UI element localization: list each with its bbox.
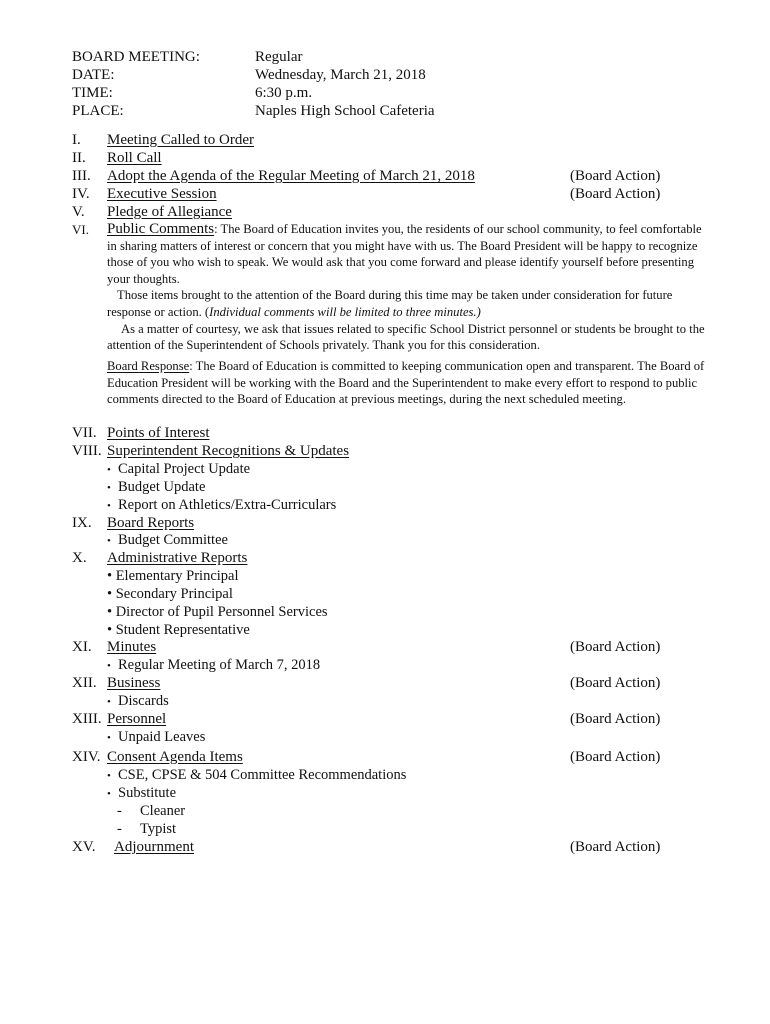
agenda-item-title: Public Comments	[107, 221, 215, 237]
agenda-item-number: XIV.	[72, 749, 101, 765]
agenda-item-11	[0, 638, 770, 656]
agenda-item-title: Administrative Reports	[107, 550, 248, 566]
agenda-item-12	[0, 674, 770, 692]
agenda-item-title: Consent Agenda Items	[107, 749, 243, 765]
agenda-item-number: X.	[72, 550, 87, 566]
board-response-label: Board Response	[107, 359, 190, 373]
agenda-item-15	[0, 838, 770, 856]
agenda-item-title: Adopt the Agenda of the Regular Meeting of March 21, 2018	[107, 168, 475, 184]
agenda-item-number: V.	[72, 204, 85, 220]
agenda-item-number: VI.	[72, 222, 89, 237]
agenda-item-number: IX.	[72, 515, 92, 531]
list-item: • Budget Update	[107, 479, 206, 495]
place-label: PLACE:	[72, 103, 124, 119]
agenda-item-number: XI.	[72, 639, 92, 655]
public-comments-text: Public Comments: The Board of Education invites you, the residents of our school community, to feel comfortable in sharing matters of interest or concern that you might have with us. The Board President will be happy to recognize those of you who wish to speak. We would ask that you come forward and please identify yourself before presenting your thoughts. Those items brought to the attention of the Board during this time may be taken under consideration for future response or action. (Individual comments will be limited to three minutes.) As a matter of courtesy, we ask that issues related to specific School District personnel or students be brought to the attention of the Superintendent of Schools privately. Thank you for this consideration.	[107, 221, 705, 353]
agenda-item-title: Business	[107, 675, 161, 691]
agenda-item-title: Minutes	[107, 639, 157, 655]
agenda-item-number: III.	[72, 168, 91, 184]
agenda-item-number: IV.	[72, 186, 90, 202]
agenda-item-title: Meeting Called to Order	[107, 132, 255, 148]
agenda-item-14	[0, 748, 770, 766]
board-action-label: (Board Action)	[570, 168, 661, 184]
list-item: • Report on Athletics/Extra-Curriculars	[107, 497, 337, 513]
list-item: • Student Representative	[107, 622, 250, 638]
board-action-label: (Board Action)	[570, 839, 661, 855]
board-meeting-value: Regular	[255, 49, 303, 65]
agenda-item-5	[0, 203, 770, 221]
agenda-item-title: Adjournment	[114, 839, 194, 855]
agenda-item-13	[0, 710, 770, 728]
board-action-label: (Board Action)	[570, 711, 661, 727]
agenda-item-3	[0, 167, 770, 185]
agenda-item-4	[0, 185, 770, 203]
list-item: - Cleaner	[117, 803, 186, 819]
time-label: TIME:	[72, 85, 113, 101]
list-item: • Secondary Principal	[107, 586, 233, 602]
agenda-item-7	[0, 424, 770, 442]
list-item: - Typist	[117, 821, 177, 837]
board-action-label: (Board Action)	[570, 639, 661, 655]
agenda-item-number: XII.	[72, 675, 97, 691]
list-item: • Capital Project Update	[107, 461, 251, 477]
board-action-label: (Board Action)	[570, 186, 661, 202]
agenda-item-title: Pledge of Allegiance	[107, 204, 232, 220]
list-item: • Unpaid Leaves	[107, 729, 206, 745]
board-action-label: (Board Action)	[570, 675, 661, 691]
list-item: • Budget Committee	[107, 532, 228, 548]
list-item: • Discards	[107, 693, 169, 709]
agenda-item-2	[0, 149, 770, 167]
agenda-item-number: XV.	[72, 839, 96, 855]
agenda-item-title: Roll Call	[107, 150, 162, 166]
list-item: • Elementary Principal	[107, 568, 239, 584]
agenda-item-title: Points of Interest	[107, 425, 210, 441]
list-item: • Regular Meeting of March 7, 2018	[107, 657, 321, 673]
agenda-item-10	[0, 549, 770, 567]
agenda-item-9	[0, 514, 770, 532]
agenda-item-8	[0, 442, 770, 460]
list-item: • CSE, CPSE & 504 Committee Recommendations	[107, 767, 407, 783]
time-value: 6:30 p.m.	[255, 85, 313, 101]
agenda-item-title: Board Reports	[107, 515, 195, 531]
agenda-item-number: I.	[72, 132, 81, 148]
date-label: DATE:	[72, 67, 115, 83]
board-response-text: Board Response: The Board of Education is committed to keeping communication open and transparent. The Board of Education President will be working with the Board and the Superintendent to make every effort to respond to public comments directed to the Board of Education at previous meetings, during the next scheduled meeting.	[107, 359, 705, 407]
agenda-item-number: XIII.	[72, 711, 102, 727]
board-action-label: (Board Action)	[570, 749, 661, 765]
agenda-item-number: VIII.	[72, 443, 102, 459]
list-item: • Substitute	[107, 785, 177, 801]
agenda-item-title: Executive Session	[107, 186, 217, 202]
place-value: Naples High School Cafeteria	[255, 103, 435, 119]
agenda-item-title: Superintendent Recognitions & Updates	[107, 443, 350, 459]
date-value: Wednesday, March 21, 2018	[255, 67, 426, 83]
agenda-item-1	[0, 131, 770, 149]
agenda-item-title: Personnel	[107, 711, 167, 727]
agenda-item-number: VII.	[72, 425, 97, 441]
board-meeting-label: BOARD MEETING:	[72, 49, 200, 65]
agenda-item-number: II.	[72, 150, 86, 166]
list-item: • Director of Pupil Personnel Services	[107, 604, 328, 620]
